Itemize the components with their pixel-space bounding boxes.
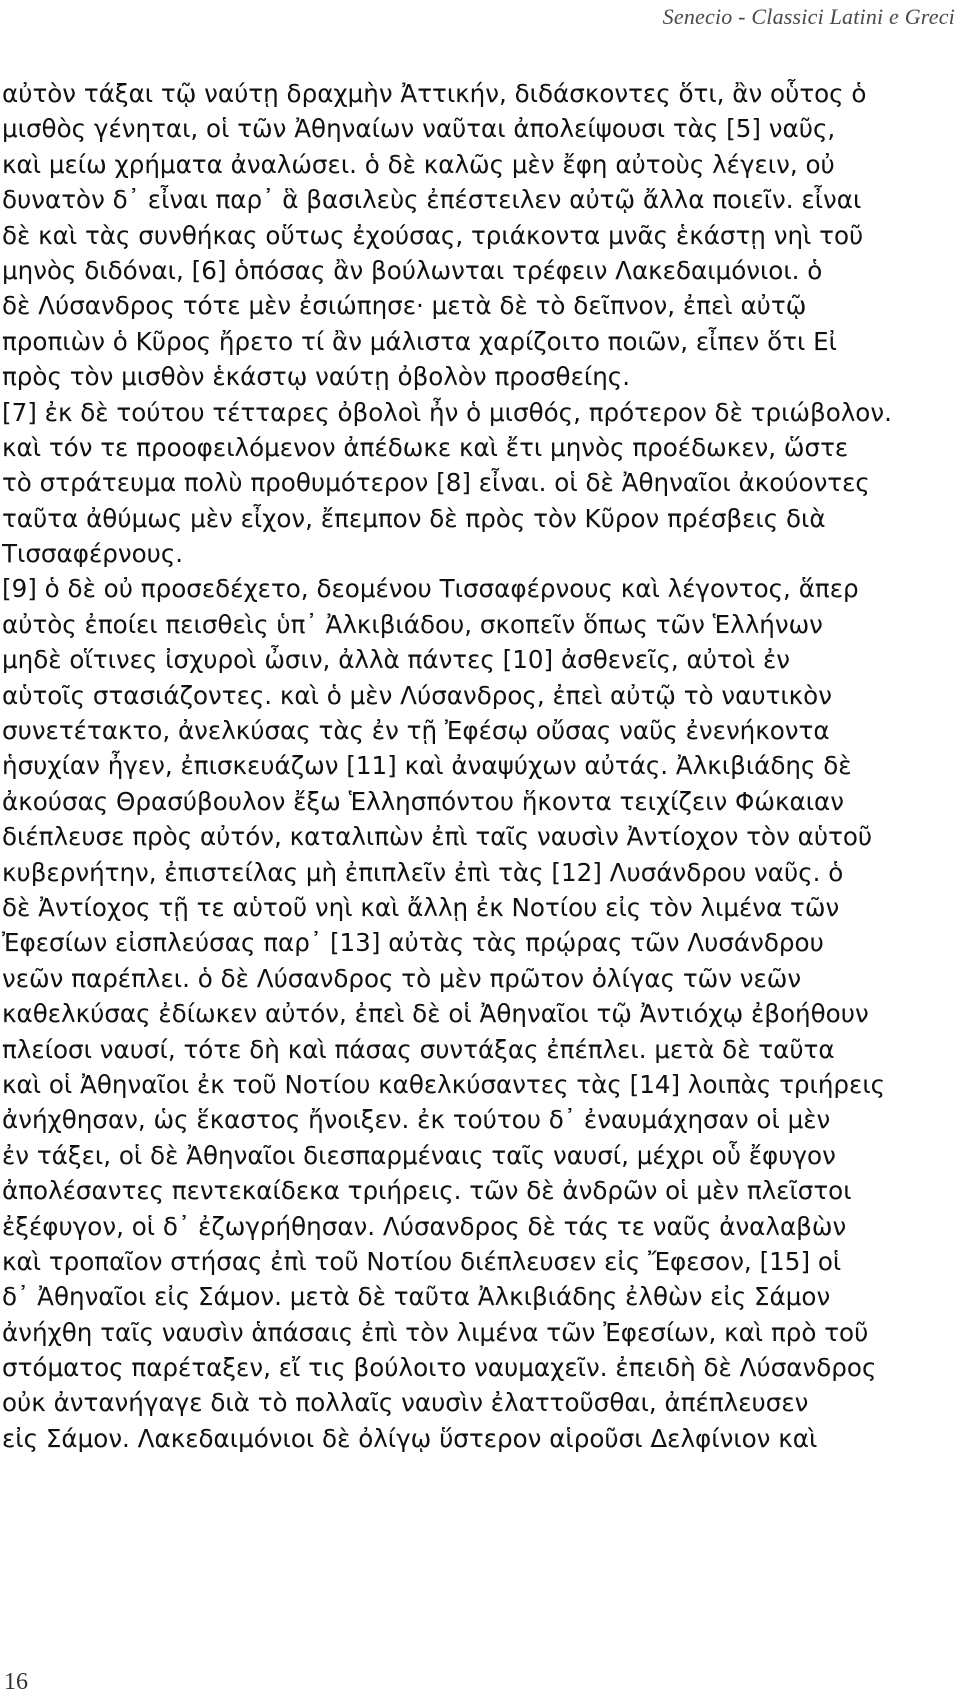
text-line: ἡσυχίαν ἦγεν, ἐπισκευάζων [11] καὶ ἀναψύχων αὐτάς. Ἀλκιβιάδης δὲ	[2, 751, 852, 781]
text-line: ἐξέφυγον, οἱ δ᾽ ἐζωγρήθησαν. Λύσανδρος δὲ τάς τε ναῦς ἀναλαβὼν	[2, 1211, 847, 1241]
text-line: μηδὲ οἵτινες ἰσχυροὶ ὦσιν, ἀλλὰ πάντες [10] ἀσθενεῖς, αὐτοὶ ἐν	[2, 645, 790, 675]
running-header: Senecio - Classici Latini e Greci	[662, 4, 955, 29]
text-line: ταῦτα ἀθύμως μὲν εἶχον, ἔπεμπον δὲ πρὸς τὸν Κῦρον πρέσβεις διὰ	[2, 503, 826, 533]
text-line: ἀνήχθησαν, ὡς ἕκαστος ἤνοιξεν. ἐκ τούτου δ᾽ ἐναυμάχησαν οἱ μὲν	[2, 1105, 831, 1135]
text-line: καὶ τροπαῖον στήσας ἐπὶ τοῦ Νοτίου διέπλευσεν εἰς Ἔφεσον, [15] οἱ	[2, 1246, 842, 1276]
text-line: ἀκούσας Θρασύβουλον ἔξω Ἑλλησπόντου ἥκοντα τειχίζειν Φώκαιαν	[2, 786, 844, 816]
text-line: αὐτὸν τάξαι τῷ ναύτῃ δραχμὴν Ἀττικήν, διδάσκοντες ὅτι, ἂν οὗτος ὁ	[2, 79, 867, 108]
text-line: προπιὼν ὁ Κῦρος ἤρετο τί ἂν μάλιστα χαρίζοιτο ποιῶν, εἶπεν ὅτι Εἰ	[2, 326, 837, 356]
text-line: Ἐφεσίων εἰσπλεύσας παρ᾽ [13] αὐτὰς τὰς πρῴρας τῶν Λυσάνδρου	[2, 928, 824, 958]
text-line: καὶ οἱ Ἀθηναῖοι ἐκ τοῦ Νοτίου καθελκύσαντες τὰς [14] λοιπὰς τριήρεις	[2, 1069, 886, 1099]
text-line: δὲ Λύσανδρος τότε μὲν ἐσιώπησε· μετὰ δὲ τὸ δεῖπνον, ἐπεὶ αὐτῷ	[2, 291, 807, 321]
text-line: μηνὸς διδόναι, [6] ὁπόσας ἂν βούλωνται τρέφειν Λακεδαιμόνιοι. ὁ	[2, 255, 823, 285]
text-line: πλείοσι ναυσί, τότε δὴ καὶ πάσας συντάξας ἐπέπλει. μετὰ δὲ ταῦτα	[2, 1034, 835, 1064]
text-line: καὶ μείω χρήματα ἀναλώσει. ὁ δὲ καλῶς μὲν ἔφη αὐτοὺς λέγειν, οὐ	[2, 149, 835, 179]
text-line: οὐκ ἀντανήγαγε διὰ τὸ πολλαῖς ναυσὶν ἐλαττοῦσθαι, ἀπέπλευσεν	[2, 1388, 809, 1418]
text-line: δὲ καὶ τὰς συνθήκας οὕτως ἐχούσας, τριάκοντα μνᾶς ἑκάστῃ νηὶ τοῦ	[2, 220, 864, 250]
text-line: ἐν τάξει, οἱ δὲ Ἀθηναῖοι διεσπαρμέναις ταῖς ναυσί, μέχρι οὗ ἔφυγον	[2, 1140, 836, 1170]
text-line: μισθὸς γένηται, οἱ τῶν Ἀθηναίων ναῦται ἀπολείψουσι τὰς [5] ναῦς,	[2, 114, 836, 144]
text-line: ἀνήχθη ταῖς ναυσὶν ἁπάσαις ἐπὶ τὸν λιμένα τῶν Ἐφεσίων, καὶ πρὸ τοῦ	[2, 1317, 869, 1347]
text-line: Τισσαφέρνους.	[2, 539, 184, 569]
text-line: δ᾽ Ἀθηναῖοι εἰς Σάμον. μετὰ δὲ ταῦτα Ἀλκιβιάδης ἐλθὼν εἰς Σάμον	[2, 1282, 831, 1312]
text-line: τὸ στράτευμα πολὺ προθυμότερον [8] εἶναι. οἱ δὲ Ἀθηναῖοι ἀκούοντες	[2, 468, 870, 498]
text-line: [9] ὁ δὲ οὐ προσεδέχετο, δεομένου Τισσαφέρνους καὶ λέγοντος, ἅπερ	[2, 574, 859, 604]
text-line: δυνατὸν δ᾽ εἶναι παρ᾽ ἃ βασιλεὺς ἐπέστειλεν αὐτῷ ἄλλα ποιεῖν. εἶναι	[2, 185, 862, 215]
text-line: πρὸς τὸν μισθὸν ἑκάστῳ ναύτῃ ὀβολὸν προσθείης.	[2, 362, 631, 392]
text-line: διέπλευσε πρὸς αὐτόν, καταλιπὼν ἐπὶ ταῖς ναυσὶν Ἀντίοχον τὸν αὑτοῦ	[2, 822, 873, 852]
text-line: στόματος παρέταξεν, εἴ τις βούλοιτο ναυμαχεῖν. ἐπειδὴ δὲ Λύσανδρος	[2, 1353, 877, 1383]
text-line: δὲ Ἀντίοχος τῇ τε αὑτοῦ νηὶ καὶ ἄλλῃ ἐκ Νοτίου εἰς τὸν λιμένα τῶν	[2, 892, 840, 922]
text-line: [7] ἐκ δὲ τούτου τέτταρες ὀβολοὶ ἦν ὁ μισθός, πρότερον δὲ τριώβολον.	[2, 397, 892, 427]
text-line: συνετέτακτο, ἀνελκύσας τὰς ἐν τῇ Ἐφέσῳ οὔσας ναῦς ἐνενήκοντα	[2, 716, 830, 746]
text-line: αὐτὸς ἐποίει πεισθεὶς ὑπ᾽ Ἀλκιβιάδου, σκοπεῖν ὅπως τῶν Ἑλλήνων	[2, 609, 823, 639]
greek-body-text	[2, 76, 960, 1456]
page-number: 16	[4, 1669, 28, 1695]
text-line: νεῶν παρέπλει. ὁ δὲ Λύσανδρος τὸ μὲν πρῶτον ὀλίγας τῶν νεῶν	[2, 963, 802, 993]
text-line: καθελκύσας ἐδίωκεν αὐτόν, ἐπεὶ δὲ οἱ Ἀθηναῖοι τῷ Ἀντιόχῳ ἐβοήθουν	[2, 999, 869, 1029]
text-line: εἰς Σάμον. Λακεδαιμόνιοι δὲ ὀλίγῳ ὕστερον αἱροῦσι Δελφίνιον καὶ	[2, 1423, 818, 1453]
text-line: καὶ τόν τε προοφειλόμενον ἀπέδωκε καὶ ἔτι μηνὸς προέδωκεν, ὥστε	[2, 432, 849, 462]
text-line: αὑτοῖς στασιάζοντες. καὶ ὁ μὲν Λύσανδρος, ἐπεὶ αὐτῷ τὸ ναυτικὸν	[2, 680, 832, 710]
text-line: κυβερνήτην, ἐπιστείλας μὴ ἐπιπλεῖν ἐπὶ τὰς [12] Λυσάνδρου ναῦς. ὁ	[2, 857, 844, 887]
text-line: ἀπολέσαντες πεντεκαίδεκα τριήρεις. τῶν δὲ ἀνδρῶν οἱ μὲν πλεῖστοι	[2, 1176, 852, 1206]
